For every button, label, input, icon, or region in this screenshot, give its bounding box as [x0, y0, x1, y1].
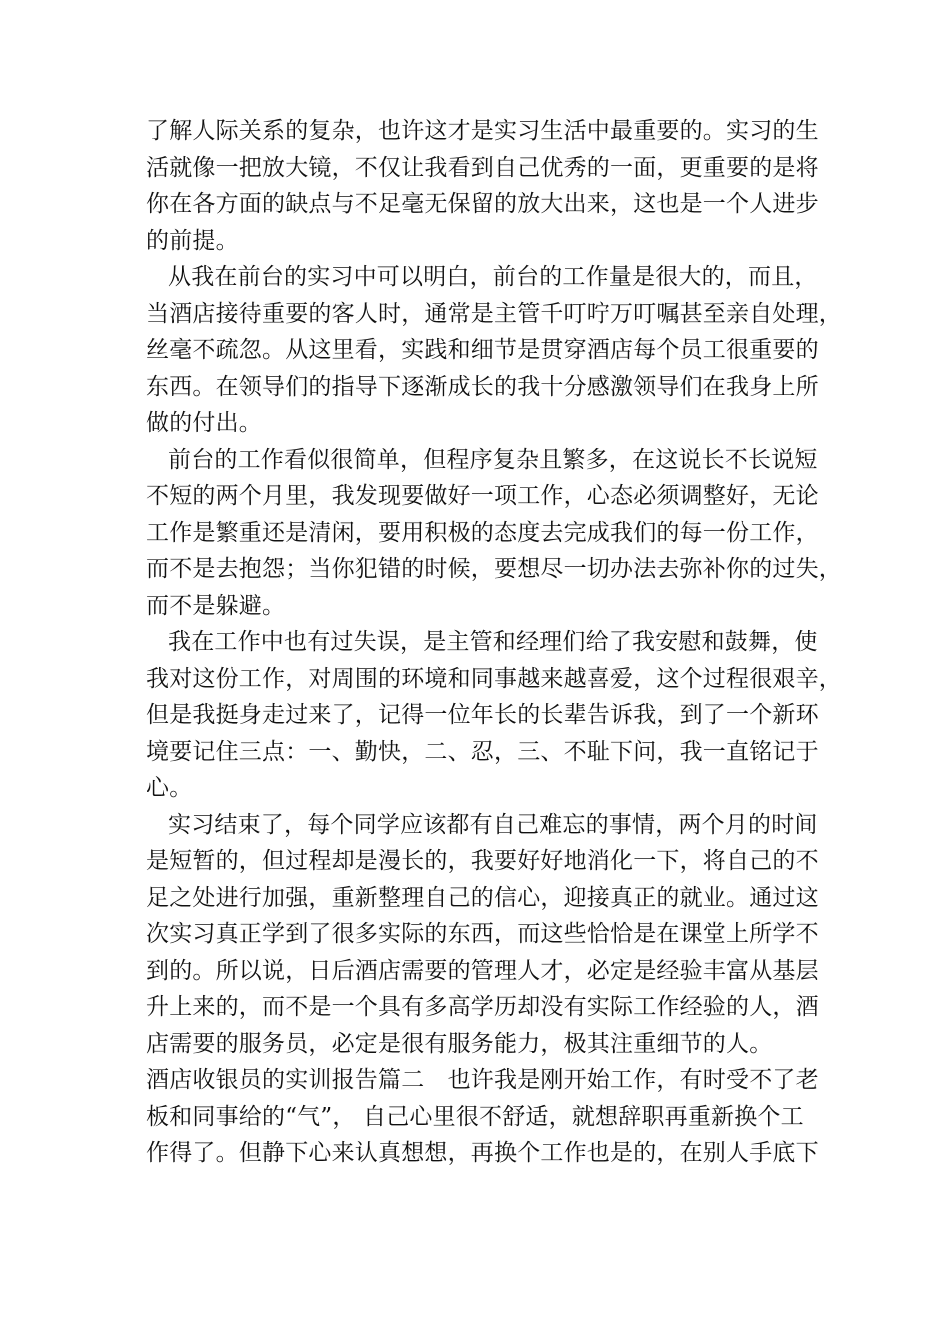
text-line: 了解人际关系的复杂，也许这才是实习生活中最重要的。实习的生 — [146, 118, 819, 144]
text-line: 店需要的服务员，必定是很有服务能力，极其注重细节的人。 — [146, 1030, 773, 1057]
text-line: 板和同事给的“气”， 自己心里很不舒适，就想辞职再重新换个工 — [146, 1103, 804, 1130]
text-line: 活就像一把放大镜，不仅让我看到自己优秀的一面，更重要的是将 — [146, 154, 819, 181]
text-line: 作得了。但静下心来认真想想，再换个工作也是的，在别人手底下 — [146, 1140, 819, 1166]
text-line: 我对这份工作，对周围的环境和同事越来越喜爱，这个过程很艰辛， — [146, 665, 842, 692]
text-line: 到的。所以说，日后酒店需要的管理人才，必定是经验丰富从基层 — [146, 957, 819, 984]
text-line: 是短暂的，但过程却是漫长的，我要好好地消化一下，将自己的不 — [146, 848, 819, 874]
text-line: 而不是躲避。 — [146, 592, 286, 619]
text-line: 心。 — [146, 775, 193, 801]
text-line: 足之处进行加强，重新整理自己的信心，迎接真正的就业。通过这 — [146, 884, 819, 911]
text-line: 境要记住三点：一、勤快，二、忍，三、不耻下问，我一直铭记于 — [146, 738, 819, 765]
text-line: 次实习真正学到了很多实际的东西，而这些恰恰是在课堂上所学不 — [146, 921, 819, 947]
text-line: 前台的工作看似很简单，但程序复杂且繁多，在这说长不长说短 — [168, 446, 818, 473]
text-line: 而不是去抱怨；当你犯错的时候，要想尽一切办法去弥补你的过失， — [146, 556, 842, 582]
text-line: 的前提。 — [146, 227, 239, 254]
text-line: 升上来的，而不是一个具有多高学历却没有实际工作经验的人，酒 — [146, 994, 819, 1020]
text-line: 从我在前台的实习中可以明白，前台的工作量是很大的，而且， — [168, 264, 818, 290]
text-line: 但是我挺身走过来了，记得一位年长的长辈告诉我，到了一个新环 — [146, 702, 819, 728]
document-body — [146, 113, 842, 1172]
text-line: 你在各方面的缺点与不足毫无保留的放大出来，这也是一个人进步 — [146, 191, 819, 217]
text-line: 我在工作中也有过失误，是主管和经理们给了我安慰和鼓舞，使 — [168, 629, 818, 655]
text-line: 不短的两个月里，我发现要做好一项工作，心态必须调整好，无论 — [146, 483, 819, 509]
text-line: 实习结束了，每个同学应该都有自己难忘的事情，两个月的时间 — [168, 811, 818, 838]
text-line: 酒店收银员的实训报告篇二 也许我是刚开始工作，有时受不了老 — [146, 1067, 819, 1093]
text-line: 做的付出。 — [146, 410, 262, 436]
text-line: 工作是繁重还是清闲，要用积极的态度去完成我们的每一份工作， — [146, 519, 819, 546]
text-line: 丝毫不疏忽。从这里看，实践和细节是贯穿酒店每个员工很重要的 — [146, 337, 819, 363]
text-line: 当酒店接待重要的客人时，通常是主管千叮咛万叮嘱甚至亲自处理， — [146, 300, 842, 327]
text-line: 东西。在领导们的指导下逐渐成长的我十分感激领导们在我身上所 — [146, 373, 819, 400]
